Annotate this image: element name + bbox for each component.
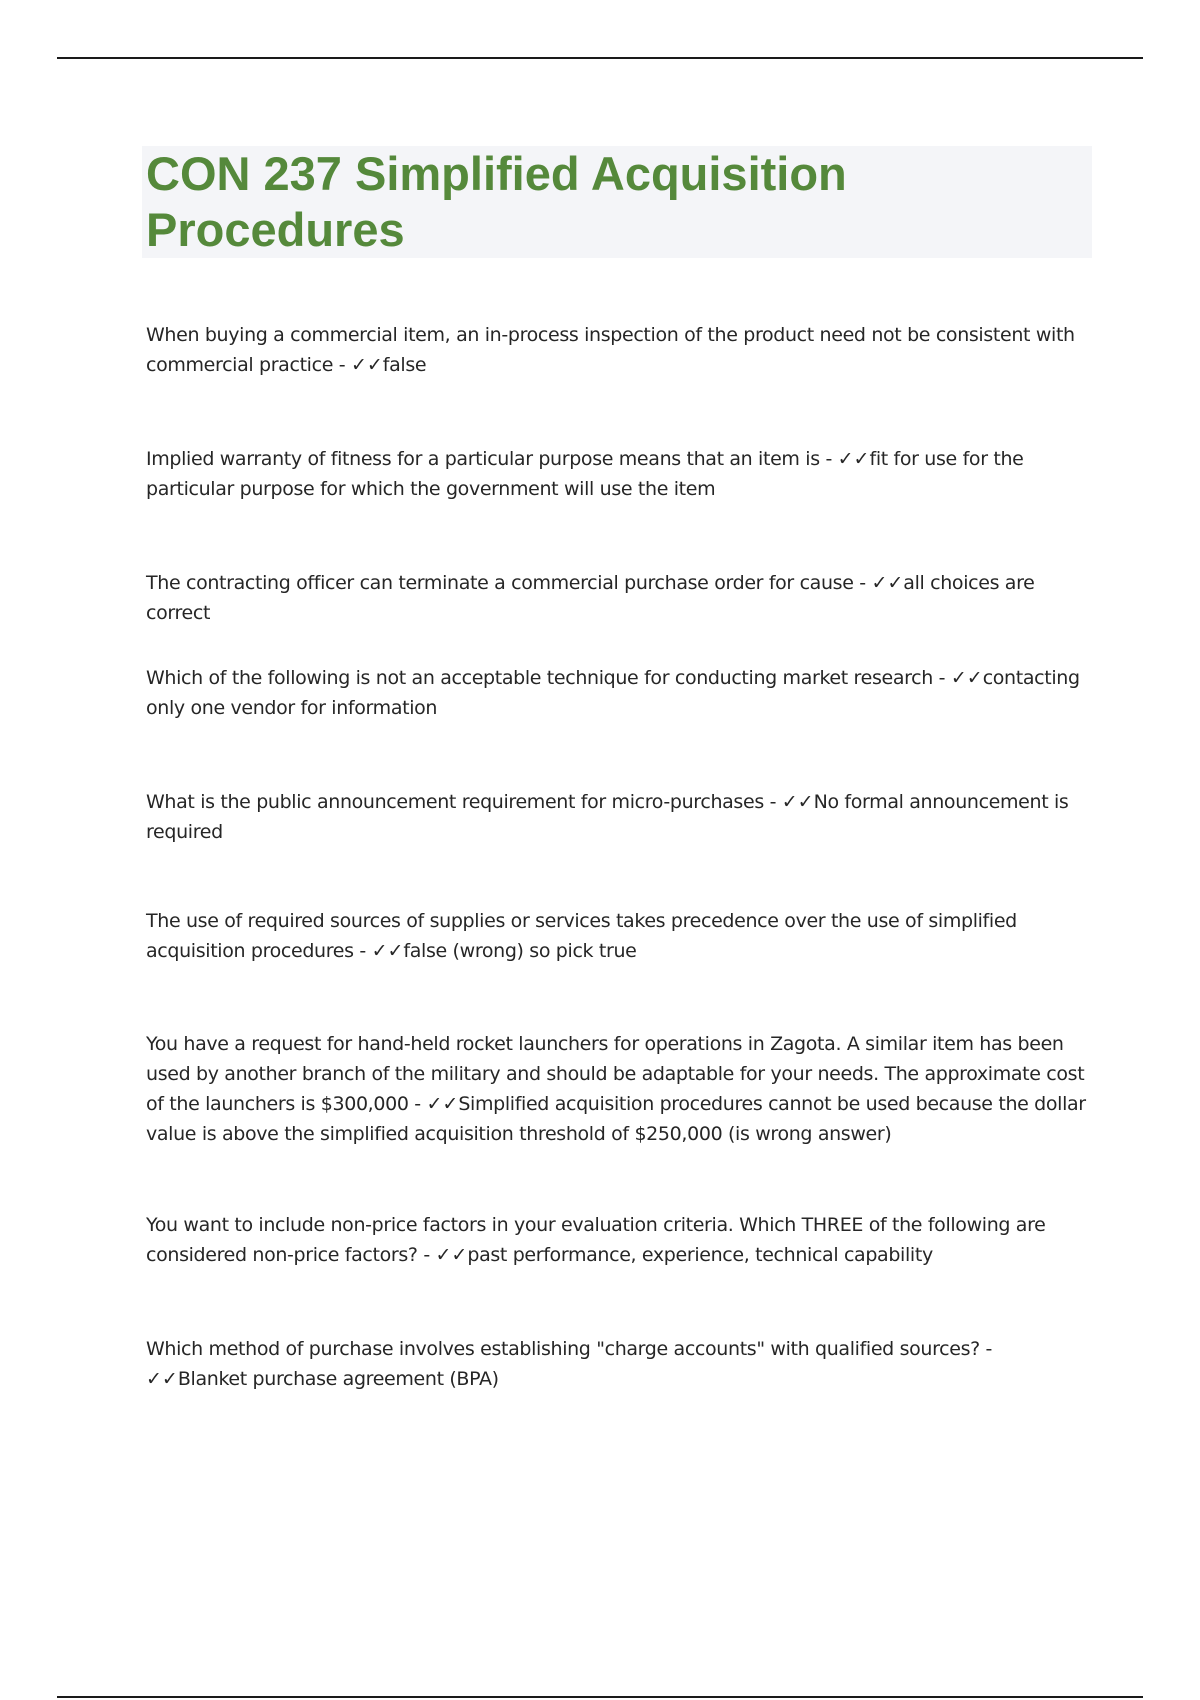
qa-item-1 [146,320,1096,380]
qa-question-1: When buying a commercial item, an in-process inspection of the product need not be consistent with commercial practice [146,324,1075,376]
qa-item-9 [146,1334,1096,1394]
check-mark-icon: ✓✓ [950,667,983,689]
qa-question-6: The use of required sources of supplies or services takes precedence over the use of simplified acquisition procedures [146,910,1017,962]
qa-separator-6: - [353,940,372,962]
qa-answer-2: fit for use for the particular purpose for which the government will use the item [146,448,1024,500]
page-title: CON 237 Simplified Acquisition Procedures [146,147,847,256]
qa-question-8: You want to include non-price factors in your evaluation criteria. Which THREE of the following are considered non-price factors? [146,1214,1046,1266]
qa-separator-7: - [408,1093,427,1115]
qa-answer-6: false (wrong) so pick true [403,940,637,962]
qa-answer-1: false [382,354,427,376]
qa-question-4: Which of the following is not an acceptable technique for conducting market research [146,667,933,689]
title-block [142,146,1092,258]
qa-separator-2: - [819,448,838,470]
qa-item-7 [146,1029,1096,1149]
qa-item-8 [146,1210,1096,1270]
qa-answer-9: Blanket purchase agreement (BPA) [177,1368,499,1390]
qa-question-5: What is the public announcement requirement for micro-purchases [146,791,764,813]
check-mark-icon: ✓✓ [146,1368,178,1390]
check-mark-icon: ✓✓ [781,791,814,813]
qa-answer-7: Simplified acquisition procedures cannot be used because the dollar value is above the simplified acquisition threshold of $250,000 (is wrong answer) [146,1093,1086,1145]
check-mark-icon: ✓✓ [350,354,383,376]
qa-separator-5: - [763,791,782,813]
qa-answer-3: all choices are correct [146,572,1035,624]
qa-item-5 [146,787,1096,847]
qa-separator-1: - [333,354,351,376]
qa-answer-5: No formal announcement is required [146,791,1069,843]
qa-separator-3: - [853,572,872,594]
qa-question-2: Implied warranty of fitness for a particular purpose means that an item is [146,448,820,470]
check-mark-icon: ✓✓ [435,1244,468,1266]
check-mark-icon: ✓✓ [871,572,904,594]
qa-answer-4: contacting only one vendor for information [146,667,1080,719]
qa-item-6 [146,906,1096,966]
qa-item-3 [146,568,1096,628]
check-mark-icon: ✓✓ [837,448,870,470]
qa-separator-4: - [932,667,951,689]
qa-question-9: Which method of purchase involves establishing "charge accounts" with qualified sources? [146,1338,980,1360]
qa-item-2 [146,444,1096,504]
qa-question-3: The contracting officer can terminate a commercial purchase order for cause [146,572,854,594]
qa-answer-8: past performance, experience, technical capability [467,1244,933,1266]
qa-separator-9: - [979,1338,993,1360]
bottom-rule [57,1696,1143,1698]
check-mark-icon: ✓✓ [426,1093,459,1115]
qa-item-4 [146,663,1096,723]
top-rule [57,57,1143,59]
check-mark-icon: ✓✓ [371,940,404,962]
qa-question-7: You have a request for hand-held rocket launchers for operations in Zagota. A similar item has been used by another branch of the military and should be adaptable for your needs. The approximate cost of the launchers is $300,000 [146,1033,1085,1115]
qa-separator-8: - [417,1244,436,1266]
